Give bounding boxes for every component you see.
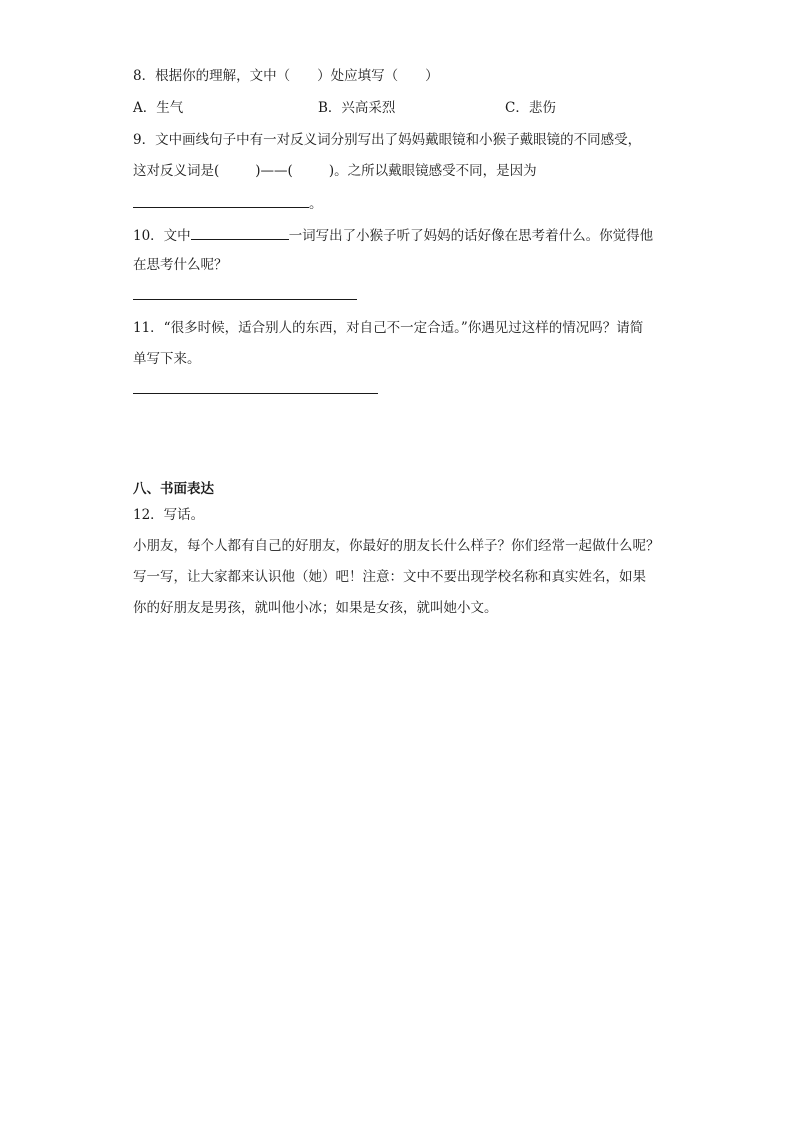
- reason-answer-blank[interactable]: [133, 193, 309, 208]
- question-12-prompt-line2: 写一写，让大家都来认识他（她）吧！注意：文中不要出现学校名称和真实姓名，如果: [133, 569, 646, 585]
- question-10-stem-line2: 在思考什么呢？: [133, 257, 228, 273]
- question-9-antonym-line: [133, 162, 537, 180]
- q9-text-b: )——(: [255, 163, 293, 179]
- q9-period: 。: [309, 196, 323, 212]
- q9-text-c: )。之所以戴眼镜感受不同，是因为: [328, 163, 537, 179]
- option-letter: A．: [133, 100, 157, 116]
- option-letter: C．: [505, 100, 529, 116]
- question-8-option-b[interactable]: [318, 99, 395, 117]
- word-answer-blank[interactable]: [191, 225, 289, 240]
- option-text: 生气: [156, 100, 184, 116]
- question-8-stem: 8．根据你的理解，文中（ ）处应填写（ ）: [133, 68, 439, 84]
- section-heading: 八、书面表达: [133, 481, 214, 497]
- option-letter: B．: [318, 100, 342, 116]
- question-12-title: 12．写话。: [133, 507, 205, 523]
- question-11-stem: 11．“很多时候，适合别人的东西，对自己不一定合适。”你遇见过这样的情况吗？请简: [133, 320, 644, 336]
- option-text: 悲伤: [528, 100, 556, 116]
- question-9-reason-line: [133, 193, 323, 213]
- question-8-option-c[interactable]: [505, 99, 556, 117]
- question-8-option-a[interactable]: [133, 99, 183, 117]
- question-11-answer-line[interactable]: [133, 393, 378, 394]
- question-11-stem-line2: 单写下来。: [133, 351, 201, 367]
- q10-suffix: 一词写出了小猴子听了妈妈的话好像在思考着什么。你觉得他: [288, 228, 654, 244]
- question-10-answer-line[interactable]: [133, 299, 357, 300]
- q9-text-a: 这对反义词是(: [133, 163, 220, 179]
- question-12-prompt-line1: 小朋友，每个人都有自己的好朋友，你最好的朋友长什么样子？你们经常一起做什么呢？: [133, 538, 660, 554]
- question-12-prompt-line3: 你的好朋友是男孩，就叫他小冰；如果是女孩，就叫她小文。: [133, 600, 498, 616]
- q10-prefix: 10．文中: [133, 228, 191, 244]
- option-text: 兴高采烈: [341, 100, 396, 116]
- question-10-stem: [133, 225, 653, 245]
- question-9-stem: 9．文中画线句子中有一对反义词分别写出了妈妈戴眼镜和小猴子戴眼镜的不同感受，: [133, 132, 642, 148]
